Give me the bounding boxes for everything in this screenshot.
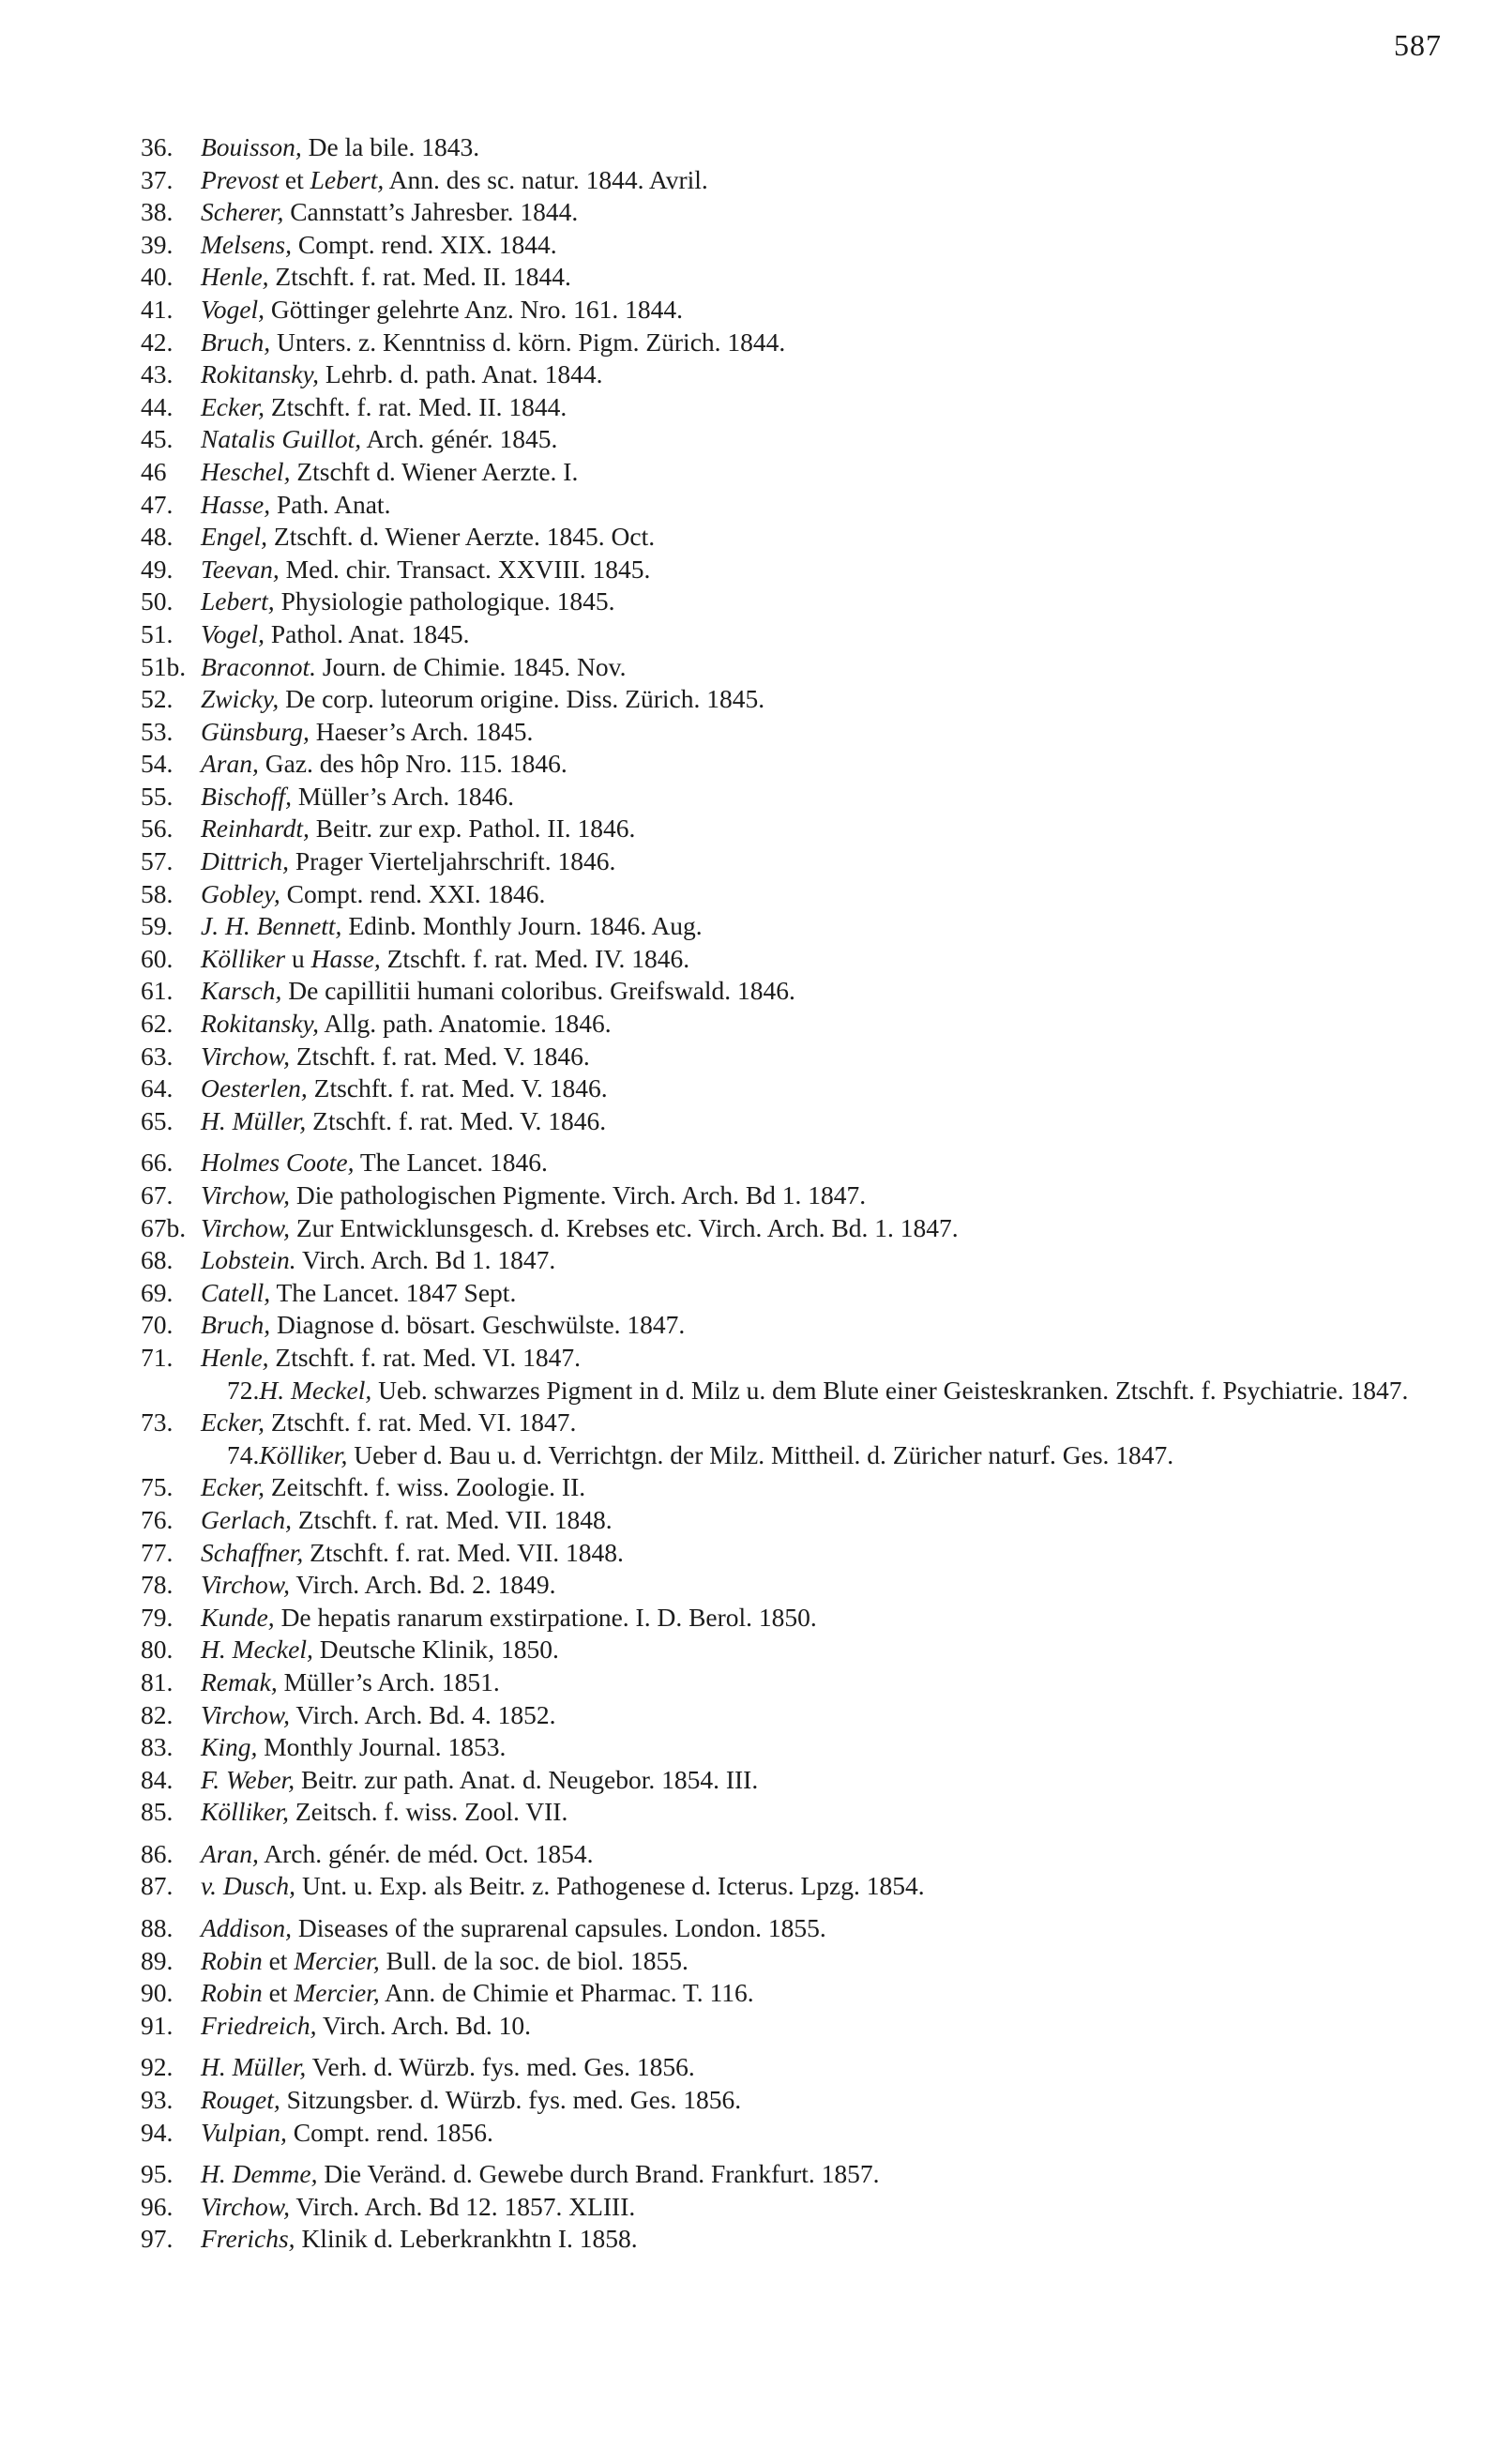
reference-item [0,1870,1498,1903]
reference-item [0,1147,1498,1179]
reference-author: Teevan, [201,554,280,584]
reference-number: 43. [141,359,174,389]
reference-number: 66. [141,1148,174,1178]
reference-author: Bruch, [201,1310,271,1340]
reference-text: Haeser’s Arch. 1845. [309,716,534,746]
reference-text: Lehrb. d. path. Anat. 1844. [319,359,603,389]
reference-author: Rouget, [201,2085,280,2115]
reference-item [0,1407,1498,1439]
reference-text: Compt. rend. 1856. [286,2117,493,2147]
reference-text: Ztschft. f. rat. Med. II. 1844. [268,262,571,292]
reference-author: Rokitansky, [201,1009,320,1039]
reference-item [0,716,1498,749]
reference-text: Ztschft. d. Wiener Aerzte. 1845. Oct. [267,522,656,552]
reference-number: 75. [141,1472,174,1502]
reference-number: 72. [227,1375,260,1405]
reference-item [0,651,1498,684]
reference-text: De capillitii humani coloribus. Greifswald. 1846. [281,976,795,1006]
reference-author: King, [201,1732,258,1762]
reference-item [0,1342,1498,1375]
reference-text: Unters. z. Kenntniss d. körn. Pigm. Zürich. 1844. [270,327,786,357]
reference-text: Ztschft. f. rat. Med. V. 1846. [289,1041,590,1071]
reference-number: 87. [141,1871,174,1901]
reference-text: Unt. u. Exp. als Beitr. z. Pathogenese d. Icterus. Lpzg. 1854. [295,1871,925,1901]
reference-item [0,261,1498,294]
reference-text: et [278,164,310,194]
reference-item [0,1072,1498,1105]
reference-item [0,1244,1498,1277]
reference-item [0,1602,1498,1635]
reference-author: Zwicky, [201,684,280,714]
reference-item [0,2117,1498,2150]
reference-author: Vulpian, [201,2117,287,2147]
reference-author: Prevost [201,164,279,194]
reference-text: Physiologie pathologique. 1845. [274,586,615,616]
reference-text: Virch. Arch. Bd. 2. 1849. [289,1570,556,1600]
reference-author: Ecker, [201,391,265,421]
reference-item [0,229,1498,262]
reference-number: 80. [141,1635,174,1665]
reference-text: Edinb. Monthly Journ. 1846. Aug. [341,911,703,941]
reference-text: Arch. génér. 1845. [361,424,558,454]
reference-number: 54. [141,749,174,779]
reference-coauthor: Hasse, [310,943,381,973]
reference-number: 46 [141,456,167,486]
reference-author: Lebert, [201,586,275,616]
reference-author: Aran, [201,1838,259,1868]
reference-text: Virch. Arch. Bd 12. 1857. XLIII. [289,2191,636,2221]
reference-author: Lobstein. [201,1245,296,1275]
reference-item [0,1731,1498,1764]
reference-item [0,2051,1498,2084]
reference-item [0,1977,1498,2010]
reference-text: Ztschft. f. rat. Med. V. 1846. [307,1073,608,1103]
reference-item [0,131,1498,164]
reference-item [0,2010,1498,2043]
reference-author: J. H. Bennett, [201,911,342,941]
reference-number: 77. [141,1537,174,1567]
page-number: 587 [1394,28,1442,62]
reference-item [0,1439,1498,1472]
reference-author: Karsch, [201,976,282,1006]
reference-item [0,554,1498,586]
reference-number: 60. [141,943,174,973]
reference-text: The Lancet. 1846. [354,1148,548,1178]
reference-item [0,1008,1498,1041]
reference-author: Ecker, [201,1472,265,1502]
reference-number: 85. [141,1797,174,1827]
reference-number: 56. [141,814,174,844]
reference-author: v. Dusch, [201,1871,296,1901]
reference-author: Hasse, [201,489,271,519]
reference-coauthor: Mercier, [294,1945,380,1975]
reference-item [0,1699,1498,1732]
reference-author: Gerlach, [201,1504,292,1534]
reference-text: Gaz. des hôp Nro. 115. 1846. [258,749,567,779]
reference-author: Frerichs, [201,2224,295,2254]
reference-author: Friedreich, [201,2010,317,2040]
reference-number: 40. [141,262,174,292]
reference-text: Zur Entwicklunsgesch. d. Krebses etc. Virch. Arch. Bd. 1. 1847. [289,1212,959,1242]
reference-author: Virchow, [201,1212,290,1242]
reference-number: 97. [141,2224,174,2254]
reference-author: H. Müller, [201,2052,307,2082]
reference-item [0,910,1498,943]
reference-item [0,196,1498,229]
reference-author: F. Weber, [201,1764,295,1794]
reference-number: 47. [141,489,174,519]
reference-item [0,391,1498,424]
reference-number: 67. [141,1180,174,1209]
reference-author: Virchow, [201,1180,290,1209]
reference-author: Vogel, [201,618,265,648]
reference-item [0,2191,1498,2224]
reference-author: Addison, [201,1913,293,1943]
reference-text: Ueber d. Bau u. d. Verrichtgn. der Milz. Mittheil. d. Züricher naturf. Ges. 1847. [347,1439,1174,1469]
reference-number: 71. [141,1342,174,1372]
reference-item [0,294,1498,327]
reference-text: Zeitsch. f. wiss. Zool. VII. [288,1797,568,1827]
reference-item [0,618,1498,651]
reference-item [0,683,1498,716]
reference-text: Die Veränd. d. Gewebe durch Brand. Frankfurt. 1857. [317,2159,880,2189]
reference-number: 36. [141,132,174,161]
reference-text: et [262,1945,295,1975]
reference-item [0,1912,1498,1945]
reference-author: H. Müller, [201,1105,307,1135]
reference-author: Vogel, [201,294,265,324]
reference-item [0,1537,1498,1570]
reference-text-continued: Ztschft. f. rat. Med. IV. 1846. [380,943,690,973]
reference-number: 57. [141,846,174,876]
reference-author: Virchow, [201,1699,290,1729]
reference-gap [0,1829,1498,1838]
reference-number: 41. [141,294,174,324]
reference-item [0,456,1498,489]
reference-number: 74. [227,1439,260,1469]
reference-text: Virch. Arch. Bd. 10. [316,2010,531,2040]
reference-item [0,489,1498,522]
reference-item [0,1634,1498,1666]
reference-number: 51b. [141,651,187,681]
reference-item [0,2158,1498,2191]
reference-author: Gobley, [201,878,280,908]
reference-text: Beitr. zur exp. Pathol. II. 1846. [309,814,636,844]
reference-item [0,1277,1498,1310]
reference-text: Arch. génér. de méd. Oct. 1854. [258,1838,594,1868]
reference-coauthor: Mercier, [294,1978,380,2008]
reference-text: Zeitschft. f. wiss. Zoologie. II. [264,1472,586,1502]
reference-coauthor: Lebert, [310,164,385,194]
reference-author: Engel, [201,522,268,552]
reference-text: Journ. de Chimie. 1845. Nov. [315,651,627,681]
reference-list [0,131,1498,2256]
reference-text: Diseases of the suprarenal capsules. London. 1855. [292,1913,826,1943]
reference-text: Virch. Arch. Bd. 4. 1852. [289,1699,556,1729]
reference-item [0,1041,1498,1073]
reference-text: Compt. rend. XIX. 1844. [292,229,557,259]
reference-text: Path. Anat. [270,489,391,519]
reference-number: 91. [141,2010,174,2040]
reference-item [0,1375,1498,1407]
reference-item [0,2084,1498,2117]
reference-item [0,878,1498,911]
reference-number: 37. [141,164,174,194]
reference-number: 88. [141,1913,174,1943]
reference-number: 63. [141,1041,174,1071]
reference-item [0,327,1498,359]
reference-number: 94. [141,2117,174,2147]
reference-number: 58. [141,878,174,908]
reference-text: Ztschft. f. rat. Med. VI. 1847. [264,1407,577,1437]
reference-author: Dittrich, [201,846,289,876]
reference-item [0,586,1498,618]
reference-number: 38. [141,197,174,227]
reference-text: Müller’s Arch. 1846. [292,781,515,811]
reference-item [0,1796,1498,1829]
reference-number: 44. [141,391,174,421]
reference-author: Bouisson, [201,132,302,161]
reference-author: Kunde, [201,1602,275,1632]
reference-text: Allg. path. Anatomie. 1846. [319,1009,612,1039]
reference-author: Braconnot. [201,651,316,681]
reference-text: Ztschft. f. rat. Med. VII. 1848. [292,1504,613,1534]
reference-text: Diagnose d. bösart. Geschwülste. 1847. [270,1310,686,1340]
reference-author: H. Meckel, [201,1635,313,1665]
reference-text: Ztschft d. Wiener Aerzte. I. [290,456,579,486]
reference-gap [0,1137,1498,1147]
reference-text: Müller’s Arch. 1851. [277,1666,500,1696]
reference-author: Kölliker [201,943,286,973]
reference-item [0,1764,1498,1797]
reference-author: Kölliker, [259,1439,348,1469]
reference-item [0,521,1498,554]
reference-item [0,1569,1498,1602]
reference-item [0,1838,1498,1871]
reference-number: 61. [141,976,174,1006]
reference-number: 86. [141,1838,174,1868]
reference-text: Beitr. zur path. Anat. d. Neugebor. 1854. III. [295,1764,759,1794]
reference-number: 55. [141,781,174,811]
reference-author: Natalis Guillot, [201,424,362,454]
reference-author: Oesterlen, [201,1073,308,1103]
reference-number: 89. [141,1945,174,1975]
reference-author: Remak, [201,1666,278,1696]
reference-number: 78. [141,1570,174,1600]
reference-text: et [262,1978,295,2008]
reference-text: Ztschft. f. rat. Med. V. 1846. [306,1105,607,1135]
reference-number: 83. [141,1732,174,1762]
reference-item [0,1309,1498,1342]
reference-gap [0,1903,1498,1912]
reference-text: Monthly Journal. 1853. [257,1732,507,1762]
reference-text: Göttinger gelehrte Anz. Nro. 161. 1844. [264,294,683,324]
reference-author: Virchow, [201,1570,290,1600]
reference-author: Scherer, [201,197,284,227]
reference-number: 70. [141,1310,174,1340]
reference-item [0,423,1498,456]
reference-author: Aran, [201,749,259,779]
reference-item [0,1212,1498,1245]
reference-number: 95. [141,2159,174,2189]
reference-text: Sitzungsber. d. Würzb. fys. med. Ges. 1856. [280,2085,742,2115]
reference-number: 64. [141,1073,174,1103]
reference-item [0,748,1498,781]
reference-author: Henle, [201,1342,269,1372]
reference-text: The Lancet. 1847 Sept. [270,1277,517,1307]
reference-author: Robin [201,1978,263,2008]
reference-author: Virchow, [201,1041,290,1071]
reference-text: Deutsche Klinik, 1850. [312,1635,559,1665]
reference-text: Compt. rend. XXI. 1846. [280,878,546,908]
reference-item [0,2223,1498,2256]
reference-author: Kölliker, [201,1797,289,1827]
reference-number: 90. [141,1978,174,2008]
reference-number: 81. [141,1666,174,1696]
reference-author: H. Demme, [201,2159,318,2189]
reference-item [0,1666,1498,1699]
reference-number: 49. [141,554,174,584]
reference-item [0,943,1498,976]
reference-text-continued: Ann. de Chimie et Pharmac. T. 116. [379,1978,754,2008]
reference-author: Heschel, [201,456,291,486]
reference-number: 92. [141,2052,174,2082]
reference-item [0,1105,1498,1138]
reference-author: Bischoff, [201,781,293,811]
reference-number: 48. [141,522,174,552]
reference-text: De hepatis ranarum exstirpatione. I. D. Berol. 1850. [274,1602,817,1632]
reference-number: 42. [141,327,174,357]
reference-text-continued: Bull. de la soc. de biol. 1855. [379,1945,688,1975]
reference-number: 51. [141,618,174,648]
reference-gap [0,2149,1498,2158]
reference-number: 62. [141,1009,174,1039]
reference-author: Robin [201,1945,263,1975]
reference-number: 76. [141,1504,174,1534]
reference-item [0,975,1498,1008]
reference-text: Med. chir. Transact. XXVIII. 1845. [279,554,651,584]
reference-item [0,164,1498,197]
reference-text: Ztschft. f. rat. Med. VII. 1848. [303,1537,624,1567]
reference-number: 84. [141,1764,174,1794]
reference-number: 69. [141,1277,174,1307]
reference-number: 68. [141,1245,174,1275]
reference-number: 59. [141,911,174,941]
reference-author: Melsens, [201,229,292,259]
reference-item [0,845,1498,878]
reference-item [0,781,1498,814]
reference-number: 50. [141,586,174,616]
reference-item [0,813,1498,845]
reference-text: Ztschft. f. rat. Med. II. 1844. [264,391,567,421]
reference-item [0,1504,1498,1537]
reference-number: 52. [141,684,174,714]
reference-text-continued: Ann. des sc. natur. 1844. Avril. [384,164,708,194]
reference-author: Henle, [201,262,269,292]
reference-author: Günsburg, [201,716,310,746]
reference-author: Bruch, [201,327,271,357]
reference-text: Ueb. schwarzes Pigment in d. Milz u. dem Blute einer Geisteskranken. Ztschft. f. Psychiatrie. 1847. [371,1375,1409,1405]
reference-text: Die pathologischen Pigmente. Virch. Arch. Bd 1. 1847. [289,1180,867,1209]
reference-author: Catell, [201,1277,271,1307]
reference-number: 93. [141,2085,174,2115]
reference-text: De la bile. 1843. [301,132,480,161]
reference-author: Virchow, [201,2191,290,2221]
reference-text: Pathol. Anat. 1845. [264,618,470,648]
reference-text: Verh. d. Würzb. fys. med. Ges. 1856. [306,2052,695,2082]
reference-text: u [285,943,311,973]
reference-author: Ecker, [201,1407,265,1437]
reference-number: 45. [141,424,174,454]
reference-author: Holmes Coote, [201,1148,355,1178]
reference-text: Cannstatt’s Jahresber. 1844. [283,197,579,227]
reference-text: Klinik d. Leberkrankhtn I. 1858. [295,2224,638,2254]
reference-text: De corp. luteorum origine. Diss. Zürich. 1845. [279,684,765,714]
reference-text: Ztschft. f. rat. Med. VI. 1847. [268,1342,582,1372]
reference-number: 96. [141,2191,174,2221]
reference-number: 73. [141,1407,174,1437]
reference-number: 65. [141,1105,174,1135]
reference-item [0,1945,1498,1978]
reference-number: 67b. [141,1212,187,1242]
reference-author: Reinhardt, [201,814,310,844]
reference-author: Rokitansky, [201,359,320,389]
reference-item [0,358,1498,391]
reference-number: 39. [141,229,174,259]
reference-number: 53. [141,716,174,746]
reference-number: 82. [141,1699,174,1729]
reference-number: 79. [141,1602,174,1632]
reference-item [0,1179,1498,1212]
reference-author: Schaffner, [201,1537,304,1567]
reference-author: H. Meckel, [259,1375,372,1405]
reference-gap [0,2042,1498,2051]
reference-item [0,1471,1498,1504]
reference-text: Prager Vierteljahrschrift. 1846. [288,846,616,876]
reference-text: Virch. Arch. Bd 1. 1847. [295,1245,556,1275]
